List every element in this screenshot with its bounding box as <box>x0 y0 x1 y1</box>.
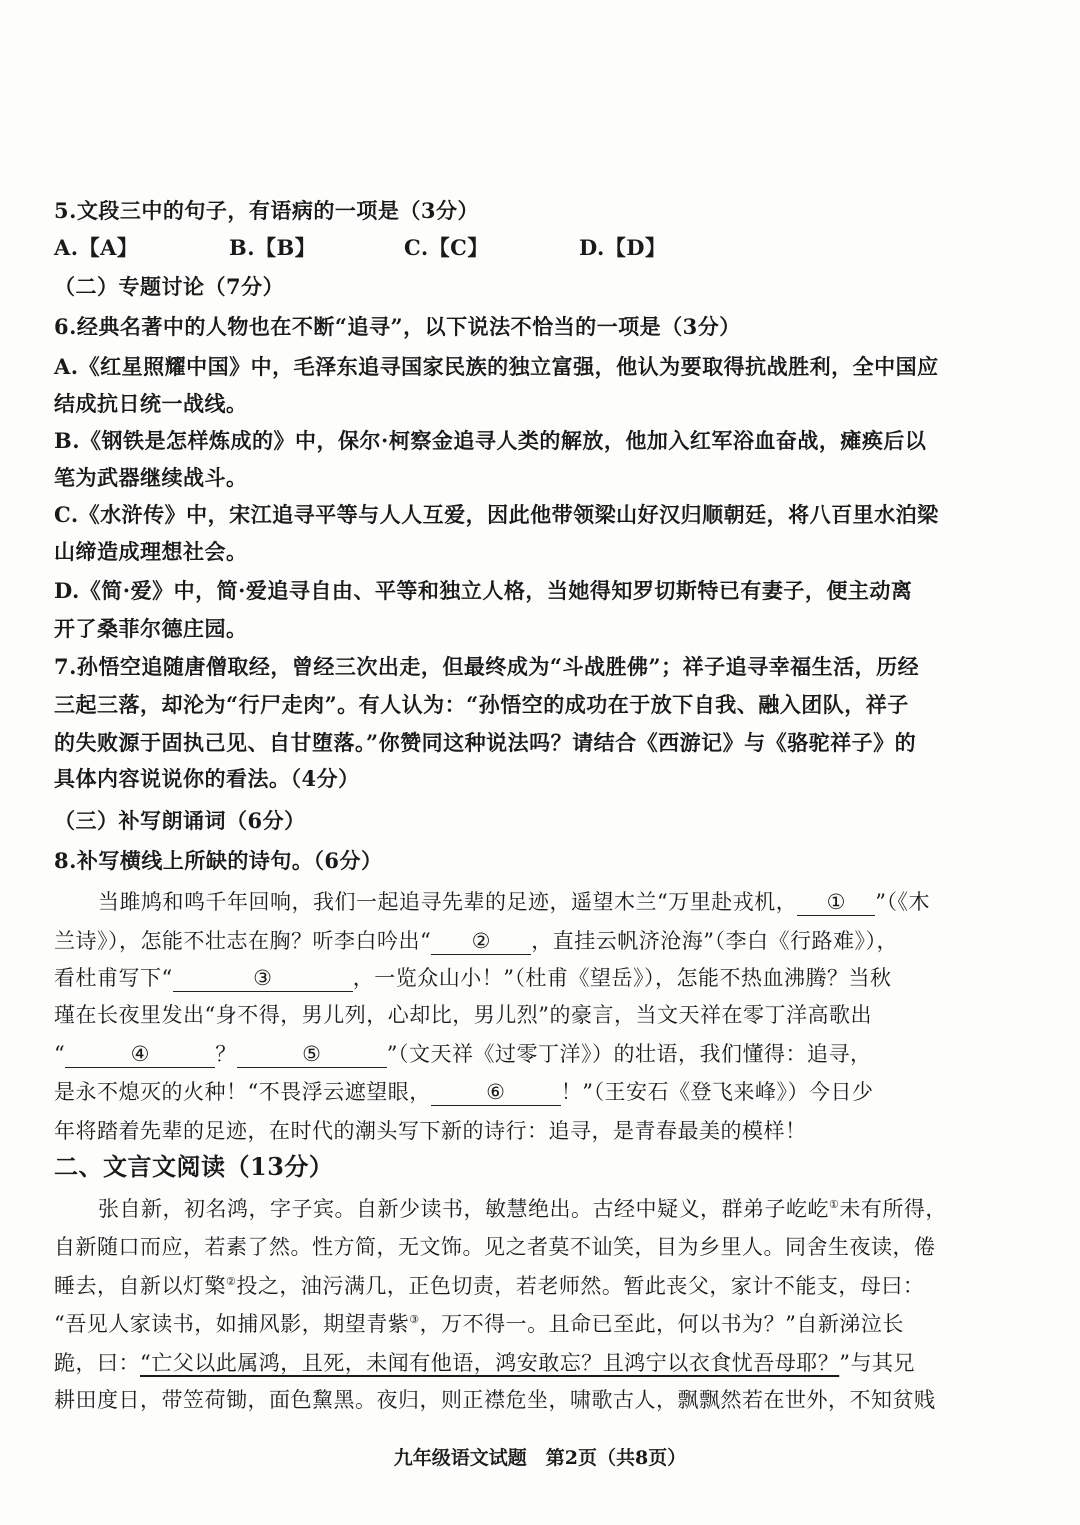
answer-blank-3[interactable]: ③ <box>173 965 353 992</box>
q8-line4: 瑾在长夜里发出“身不得，男儿列，心却比，男儿烈”的豪言，当文天祥在零丁洋高歌出 <box>54 1003 872 1027</box>
q8-line3: 看杜甫写下“ ③ ，一览众山小！”（杜甫《望岳》），怎能不热血沸腾？当秋 <box>54 966 892 990</box>
q6-stem: 6.经典名著中的人物也在不断“追寻”，以下说法不恰当的一项是（3分） <box>54 314 741 339</box>
q6-option-b-line2: 笔为武器继续战斗。 <box>54 465 248 490</box>
q6-option-a-line1: A.《红星照耀中国》中，毛泽东追寻国家民族的独立富强，他认为要取得抗战胜利，全中国应 <box>54 354 939 379</box>
answer-blank-5[interactable]: ⑤ <box>237 1041 387 1068</box>
q8-line1: 当雎鸠和鸣千年回响，我们一起追寻先辈的足迹，遥望木兰“万里赴戎机， ① ”（《木 <box>98 890 930 914</box>
q7-line1: 7.孙悟空追随唐僧取经，曾经三次出走，但最终成为“斗战胜佛”；祥子追寻幸福生活，历经 <box>54 654 920 679</box>
q8-line2: 兰诗》），怎能不壮志在胸？听李白吟出“ ② ，直挂云帆济沧海”（李白《行路难》）， <box>54 929 898 953</box>
passage-line4: “吾见人家读书，如捕风影，期望青紫③，万不得一。且命已至此，何以书为？”自新涕泣长 <box>54 1312 904 1336</box>
answer-blank-6[interactable]: ⑥ <box>431 1079 561 1106</box>
q8-line5: “ ④ ？ ⑤ ”（文天祥《过零丁洋》）的壮语，我们懂得：追寻， <box>54 1042 872 1066</box>
q6-option-a-line2: 结成抗日统一战线。 <box>54 391 248 416</box>
q7-line2: 三起三落，却沦为“行尸走肉”。有人认为：“孙悟空的成功在于放下自我、融入团队，祥子 <box>54 692 909 717</box>
page-footer: 九年级语文试题 第2页（共8页） <box>393 1447 687 1469</box>
q6-option-d-line1: D.《简·爱》中，简·爱追寻自由、平等和独立人格，当她得知罗切斯特已有妻子，便主动离 <box>54 578 913 603</box>
q6-option-b-line1: B.《钢铁是怎样炼成的》中，保尔·柯察金追寻人类的解放，他加入红军浴血奋战，瘫痪后以 <box>54 428 927 453</box>
q5-option-c: C.【C】 <box>404 235 489 260</box>
note-marker-3: ③ <box>409 1313 420 1326</box>
answer-blank-2[interactable]: ② <box>431 928 531 955</box>
q7-line4: 具体内容说说你的看法。（4分） <box>54 766 360 791</box>
passage-line2: 自新随口而应，若素了然。性方简，无文饰。见之者莫不讪笑，目为乡里人。同舍生夜读，倦 <box>54 1235 936 1259</box>
q6-option-d-line2: 开了桑菲尔德庄园。 <box>54 616 248 641</box>
q8-line7: 年将踏着先辈的足迹，在时代的潮头写下新的诗行：追寻，是青春最美的模样！ <box>54 1119 807 1143</box>
passage-line5: 跪，曰：“亡父以此属鸿，且死，未闻有他语，鸿安敢忘？且鸿宁以衣食忧吾母耶？”与其兄 <box>54 1351 915 1375</box>
answer-blank-1[interactable]: ① <box>797 889 875 916</box>
q5-stem: 5.文段三中的句子，有语病的一项是（3分） <box>54 198 480 223</box>
passage-line1: 张自新，初名鸿，字子宾。自新少读书，敏慧绝出。古经中疑义，群弟子屹屹①未有所得， <box>98 1197 947 1221</box>
section2-title: 二、文言文阅读（13分） <box>54 1152 334 1181</box>
passage-line3: 睡去，自新以灯檠②投之，油污满几，正色切责，若老师然。暂此丧父，家计不能支，母曰： <box>54 1274 925 1298</box>
q6-option-c-line2: 山缔造成理想社会。 <box>54 539 248 564</box>
part2-title: （二）专题讨论（7分） <box>54 274 285 299</box>
note-marker-2: ② <box>226 1275 237 1288</box>
underlined-sentence: “亡父以此属鸿，且死，未闻有他语，鸿安敢忘？且鸿宁以衣食忧吾母耶？ <box>140 1351 840 1375</box>
note-marker-1: ① <box>829 1198 840 1211</box>
q8-stem: 8.补写横线上所缺的诗句。（6分） <box>54 848 383 873</box>
q6-option-c-line1: C.《水浒传》中，宋江追寻平等与人人互爱，因此他带领梁山好汉归顺朝廷，将八百里水泊梁 <box>54 502 939 527</box>
q5-option-b: B.【B】 <box>229 235 317 260</box>
q5-options <box>54 233 754 263</box>
passage-line6: 耕田度日，带笠荷锄，面色黧黑。夜归，则正襟危坐，啸歌古人，飘飘然若在世外，不知贫贱 <box>54 1388 936 1412</box>
answer-blank-4[interactable]: ④ <box>65 1041 215 1068</box>
part3-title: （三）补写朗诵词（6分） <box>54 808 306 833</box>
q5-option-d: D.【D】 <box>579 235 667 260</box>
q8-line6: 是永不熄灭的火种！“不畏浮云遮望眼， ⑥ ！”（王安石《登飞来峰》）今日少 <box>54 1080 874 1104</box>
q5-option-a: A.【A】 <box>54 235 139 260</box>
q7-line3: 的失败源于固执己见、自甘堕落。”你赞同这种说法吗？请结合《西游记》与《骆驼祥子》的 <box>54 730 917 755</box>
